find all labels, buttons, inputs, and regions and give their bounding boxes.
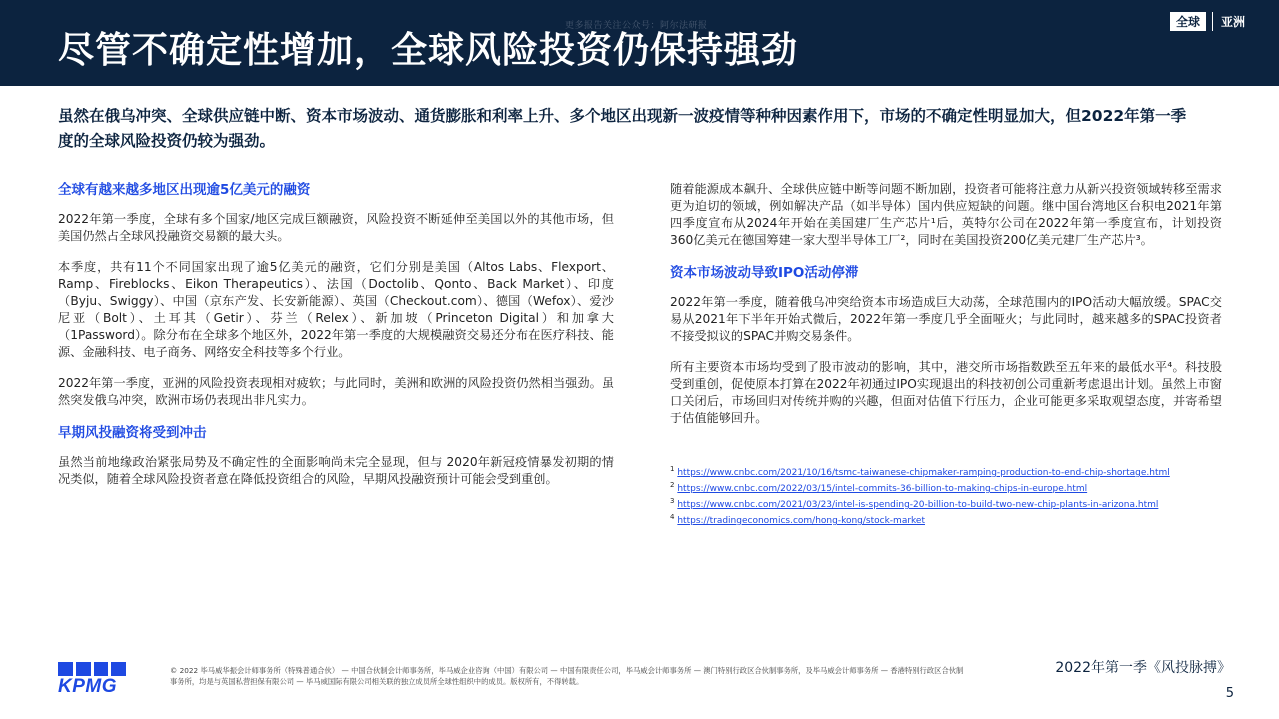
header-bar xyxy=(0,0,1279,86)
lead-paragraph: 虽然在俄乌冲突、全球供应链中断、资本市场波动、通货膨胀和利率上升、多个地区出现新一波疫情等种种因素作用下，市场的不确定性明显加大，但2022年第一季度的全球风险投资仍较为强劲。 xyxy=(58,107,1187,150)
footnote-link[interactable]: https://www.cnbc.com/2022/03/15/intel-commits-36-billion-to-making-chips-in-europe.html xyxy=(677,484,1088,494)
legal-notice: © 2022 毕马威华振会计师事务所（特殊普通合伙） — 中国合伙制会计师事务所，毕马威企业咨询（中国）有限公司 — 中国有限责任公司，毕马威会计师事务所 — 澳门特别行政区合伙制事务所，及毕马威会计师事务所 — 香港特别行政区合伙制事务所，均是与英国私营担保有限公司 — 毕马威国际有限公司相关联的独立成员所全球性组织中的成员。版权所有，不得转载。 xyxy=(170,666,964,686)
region-tag-asia[interactable]: 亚洲 xyxy=(1212,12,1245,31)
left-column xyxy=(58,180,614,502)
section-heading-ipo: 资本市场波动导致IPO活动停滞 xyxy=(670,265,859,281)
footnote: $^3$ https://www.cnbc.com/2021/03/23/intel-is-spending-20-billion-to-build-two-new-chip-plants-in-arizona.html xyxy=(670,497,1159,510)
region-tag-global[interactable]: 全球 xyxy=(1170,12,1206,31)
footnotes xyxy=(670,463,1230,527)
section-heading-large-deals: 全球有越来越多地区出现逾5亿美元的融资 xyxy=(58,182,311,198)
page-number: 5 xyxy=(1225,686,1234,701)
logo-blocks-icon xyxy=(58,662,126,676)
logo-text: KPMG xyxy=(58,676,117,697)
watermark: 更多报告关注公众号：阿尔法研报 xyxy=(565,21,708,31)
paragraph: 虽然当前地缘政治紧张局势及不确定性的全面影响尚未完全显现，但与 2020年新冠疫情暴发初期的情况类似，随着全球风险投资者意在降低投资组合的风险，早期风投融资预计可能会受到重创。 xyxy=(58,455,614,486)
kpmg-logo xyxy=(58,662,126,697)
paragraph: 所有主要资本市场均受到了股市波动的影响，其中，港交所市场指数跌至五年来的最低水平⁴。科技股受到重创，促使原本打算在2022年初通过IPO实现退出的科技初创公司重新考虑退出计划。虽然上市窗口关闭后，市场回归对传统并购的兴趣，但面对估值下行压力，企业可能更多采取观望态度，并寄希望于估值能够回升。 xyxy=(670,360,1222,425)
paragraph: 本季度，共有11个不同国家出现了逾5亿美元的融资，它们分别是美国（Altos Labs、Flexport、Ramp、Fireblocks、Eikon Therapeutics）、法国（Doctolib、Qonto、Back Market）、印度（Byju、Swiggy）、中国（京东产发、长安新能源）、英国（Checkout.com）、德国（Wefox）、爱沙尼亚（Bolt）、土耳其（Getir）、芬兰（Relex）、新加坡（Princeton Digital）和加拿大（1Password）。除分布在全球多个地区外，2022年第一季度的大规模融资交易还分布在医疗科技、能源、金融科技、电子商务、网络安全科技等多个行业。 xyxy=(58,260,614,359)
footnote: $^1$ https://www.cnbc.com/2021/10/16/tsmc-taiwanese-chipmaker-ramping-production-to-end-chip-shortage.html xyxy=(670,465,1170,478)
paragraph: 2022年第一季度，亚洲的风险投资表现相对疲软；与此同时，美洲和欧洲的风险投资仍然相当强劲。虽然突发俄乌冲突，欧洲市场仍表现出非凡实力。 xyxy=(58,376,614,407)
paragraph: 2022年第一季度，随着俄乌冲突给资本市场造成巨大动荡，全球范围内的IPO活动大幅放缓。SPAC交易从2021年下半年开始式微后，2022年第一季度几乎全面哑火；与此同时，越来越多的SPAC投资者不接受拟议的SPAC并购交易条件。 xyxy=(670,295,1222,343)
footnote-link[interactable]: https://www.cnbc.com/2021/03/23/intel-is-spending-20-billion-to-build-two-new-chip-plants-in-arizona.html xyxy=(677,500,1159,510)
footnote: $^2$ https://www.cnbc.com/2022/03/15/intel-commits-36-billion-to-making-chips-in-europe.html xyxy=(670,481,1088,494)
section-heading-early-stage: 早期风投融资将受到冲击 xyxy=(58,425,207,441)
region-tag xyxy=(1170,12,1245,31)
report-label: 2022年第一季《风投脉搏》 xyxy=(1055,660,1231,676)
page-title: 尽管不确定性增加，全球风险投资仍保持强劲 xyxy=(58,30,799,71)
footnote-link[interactable]: https://tradingeconomics.com/hong-kong/stock-market xyxy=(677,516,925,526)
footnote-link[interactable]: https://www.cnbc.com/2021/10/16/tsmc-taiwanese-chipmaker-ramping-production-to-end-chip-shortage.html xyxy=(677,468,1170,478)
paragraph: 2022年第一季度，全球有多个国家/地区完成巨额融资，风险投资不断延伸至美国以外的其他市场，但美国仍然占全球风投融资交易额的最大头。 xyxy=(58,212,614,243)
right-column xyxy=(670,181,1222,441)
paragraph: 随着能源成本飙升、全球供应链中断等问题不断加剧，投资者可能将注意力从新兴投资领域转移至需求更为迫切的领域，例如解决产品（如半导体）国内供应短缺的问题。继中国台湾地区台积电2021年第四季度宣布从2024年开始在美国建厂生产芯片¹后，英特尔公司在2022年第一季度宣布，计划投资360亿美元在德国筹建一家大型半导体工厂²，同时在美国投资200亿美元建厂生产芯片³。 xyxy=(670,182,1222,247)
footnote: $^4$ https://tradingeconomics.com/hong-kong/stock-market xyxy=(670,513,925,526)
